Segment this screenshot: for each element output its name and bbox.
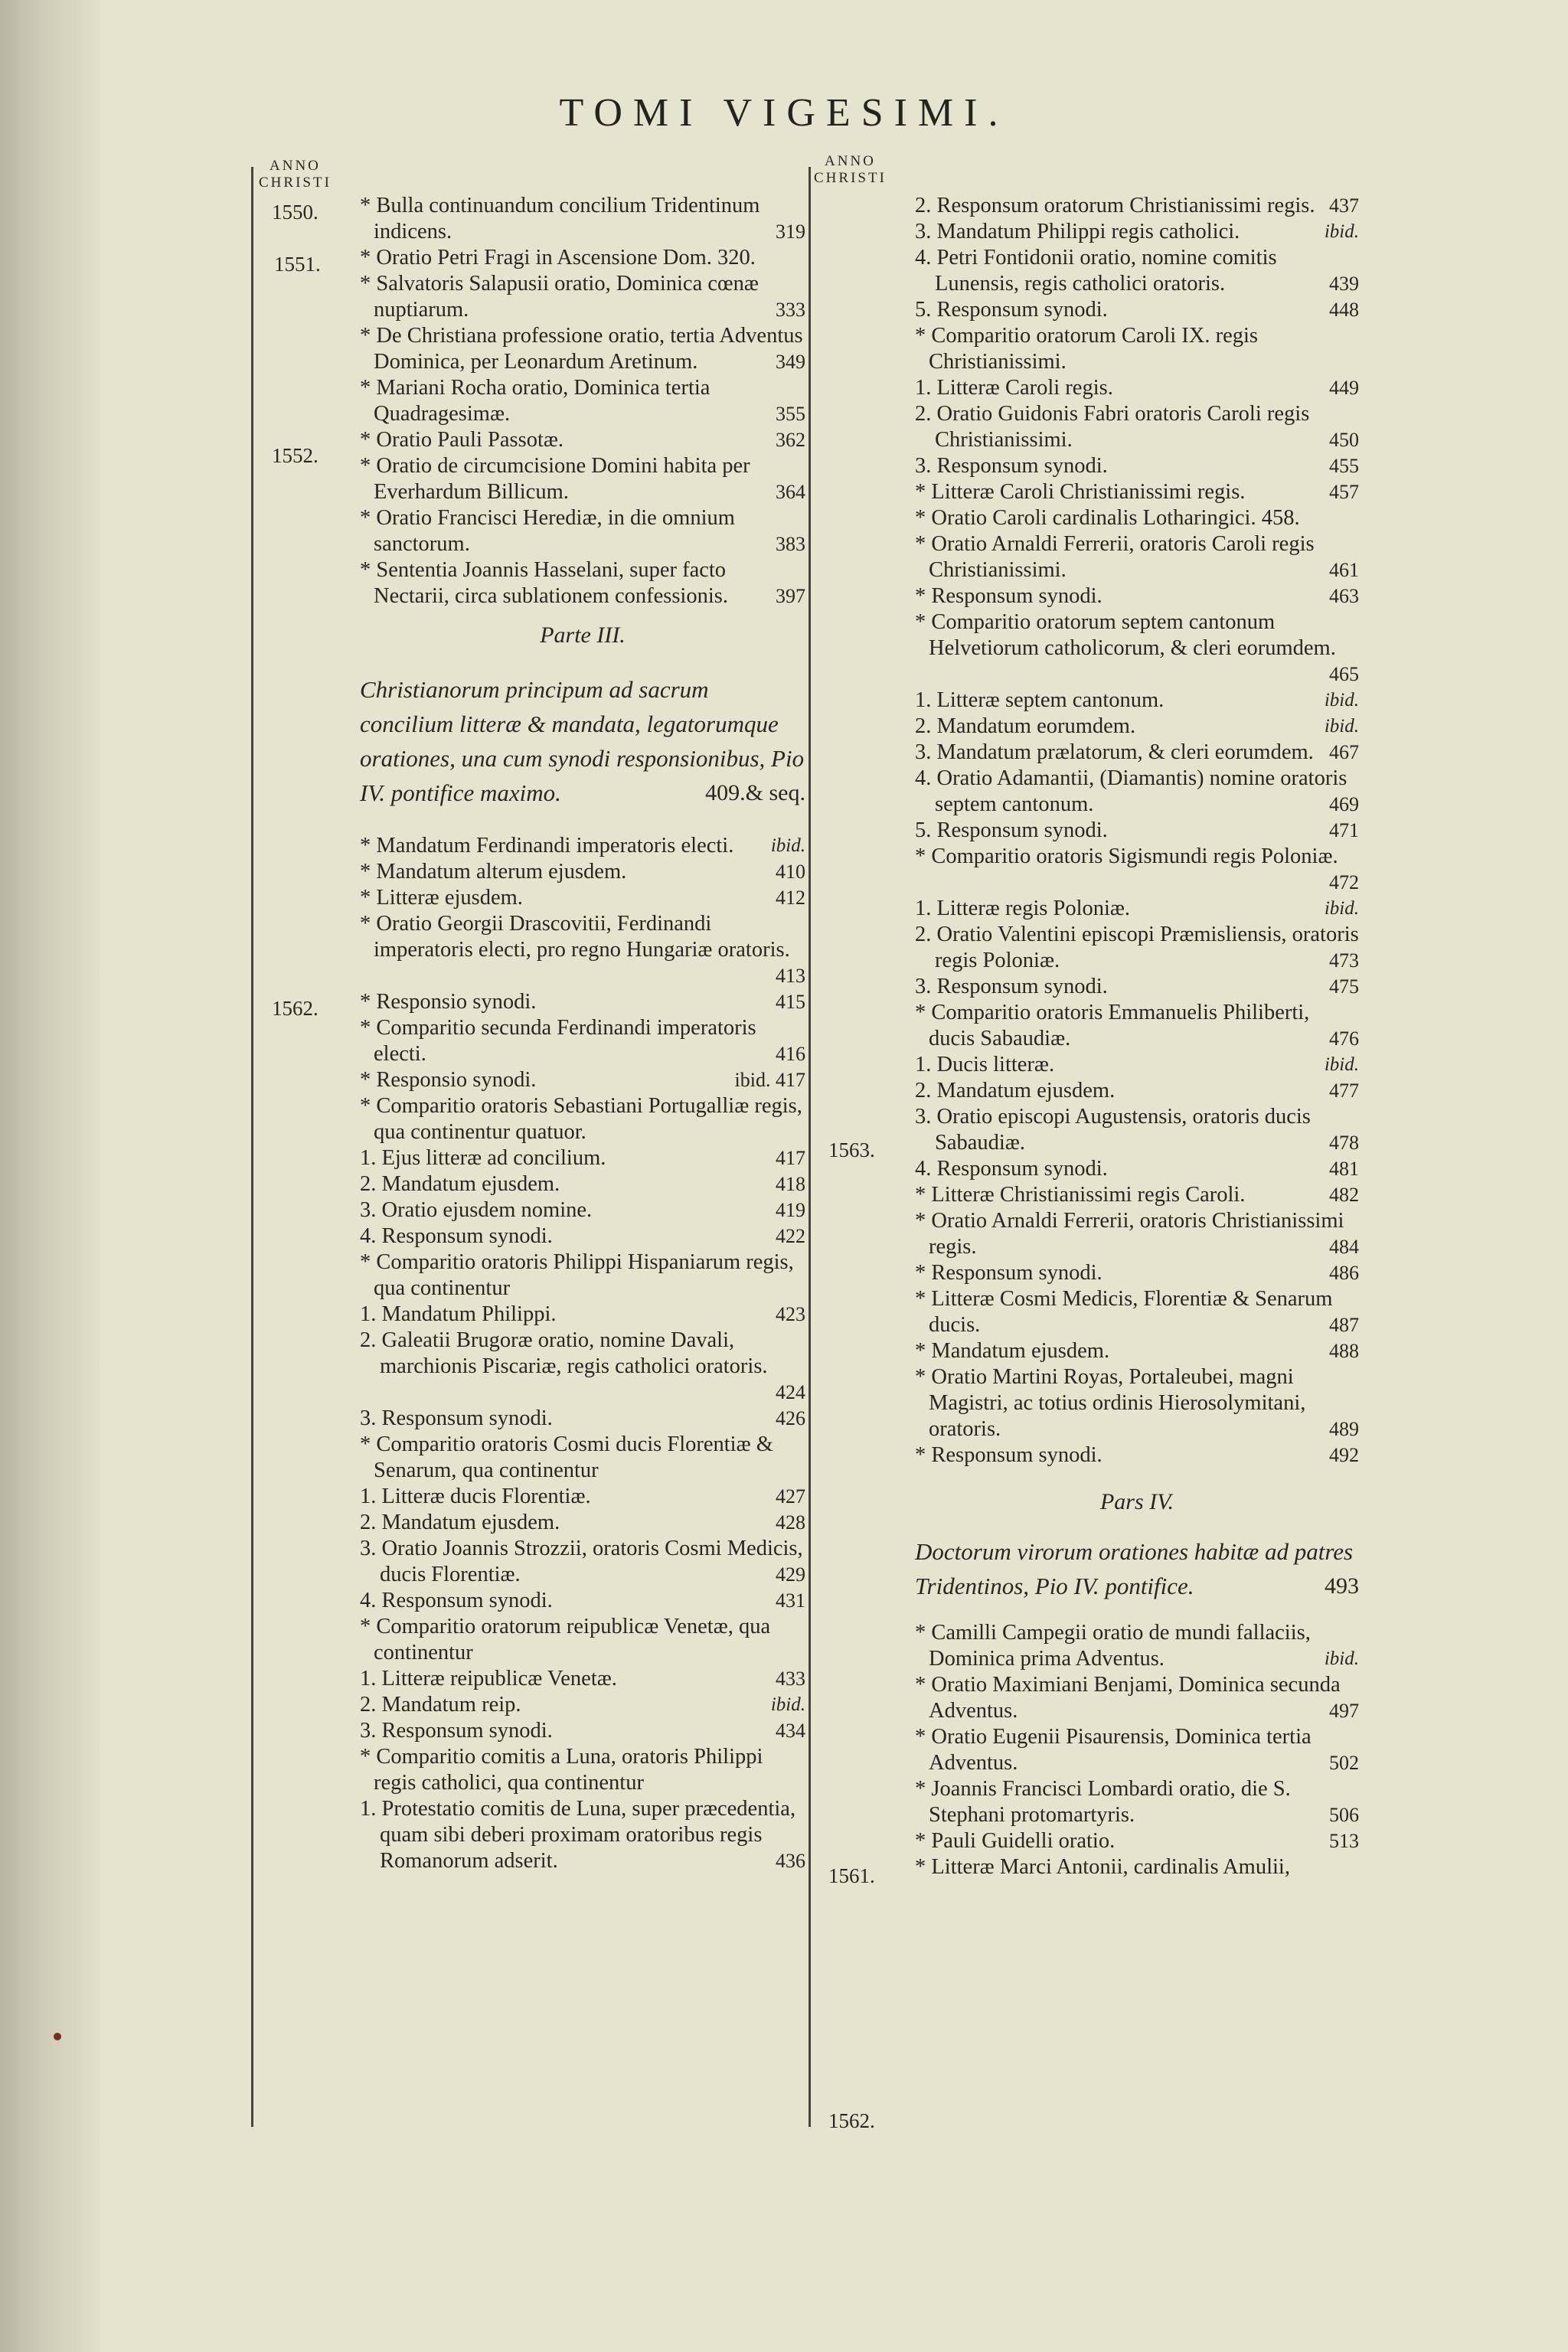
toc-entry-title: 4. Responsum synodi. <box>360 1589 553 1612</box>
toc-entry-page: 319 <box>776 220 805 243</box>
toc-entry-page: 364 <box>776 481 805 503</box>
toc-entry-title: * Comparitio oratorum reipublicæ Venetæ, qua continentur <box>360 1615 771 1664</box>
toc-entry <box>915 714 1359 740</box>
toc-entry-page: 349 <box>776 351 805 373</box>
toc-entry-page: 437 <box>1329 194 1359 217</box>
running-title: TOMI VIGESIMI. <box>559 91 1009 135</box>
toc-entry-title: * Comparitio comitis a Luna, oratoris Philippi regis catholici, qua continentur <box>360 1745 763 1795</box>
toc-entry-page: 476 <box>1329 1027 1359 1050</box>
year-marker: 1562. <box>272 997 318 1020</box>
toc-entry-page: 333 <box>776 299 805 321</box>
toc-entry-page: 448 <box>1329 299 1359 321</box>
toc-entry-title: 1. Litteræ Caroli regis. <box>915 376 1113 400</box>
toc-entry-page: ibid. <box>770 1694 805 1715</box>
toc-entry <box>915 453 1359 479</box>
toc-entry-title: 5. Responsum synodi. <box>915 298 1108 322</box>
toc-entry <box>915 818 1359 844</box>
toc-entry-page: 489 <box>1329 1418 1359 1440</box>
page-stain <box>54 2033 61 2040</box>
toc-entry-title: 2. Mandatum ejusdem. <box>915 1079 1116 1102</box>
toc-entry-title: * Oratio Georgii Drascovitii, Ferdinandi imperatoris electi, pro regno Hungariæ oratoris. <box>360 912 790 962</box>
toc-entry-title: 1. Litteræ regis Poloniæ. <box>915 897 1131 920</box>
toc-entry <box>360 505 805 557</box>
toc-entry <box>915 1156 1359 1182</box>
toc-entry-title: * Comparitio oratoris Emmanuelis Philiberti, ducis Sabaudiæ. <box>915 1001 1310 1050</box>
toc-entry-page: 413 <box>776 965 805 987</box>
toc-entry <box>915 1828 1359 1854</box>
toc-entry <box>360 1145 805 1171</box>
toc-list-right-top <box>915 193 1359 1468</box>
left-column <box>360 193 805 1874</box>
toc-entry <box>360 1718 805 1744</box>
toc-entry-page: 419 <box>776 1199 805 1221</box>
toc-entry-page: ibid. <box>1324 690 1359 710</box>
toc-entry-page: 362 <box>776 429 805 451</box>
toc-entry <box>915 609 1359 688</box>
toc-entry <box>360 271 805 323</box>
toc-entry-page: ibid. <box>1324 898 1359 919</box>
toc-entry-title: * Mandatum ejusdem. <box>915 1339 1110 1363</box>
toc-entry <box>360 453 805 505</box>
toc-entry <box>360 1666 805 1692</box>
toc-entry-title: * Comparitio secunda Ferdinandi imperatoris electi. <box>360 1016 756 1066</box>
toc-entry-page: ibid. <box>1324 1054 1359 1075</box>
toc-entry <box>360 1015 805 1067</box>
toc-entry-page: 439 <box>1329 273 1359 295</box>
toc-entry <box>915 896 1359 922</box>
toc-entry-title: * Litteræ Marci Antonii, cardinalis Amulii, <box>915 1855 1290 1879</box>
toc-entry-title: 2. Galeatii Brugoræ oratio, nomine Davali, marchionis Piscariæ, regis catholici oratoris. <box>360 1328 768 1378</box>
toc-entry-title: 4. Oratio Adamantii, (Diamantis) nomine oratoris septem cantonum. <box>915 766 1348 816</box>
toc-entry <box>360 1406 805 1432</box>
toc-entry-page: 486 <box>1329 1262 1359 1284</box>
toc-entry <box>915 401 1359 453</box>
toc-entry-page: 427 <box>776 1485 805 1508</box>
toc-entry-title: * Oratio Martini Royas, Portaleubei, magni Magistri, ac totius ordinis Hierosolymitani, oratoris. <box>915 1365 1306 1441</box>
toc-entry-page: 455 <box>1329 455 1359 477</box>
toc-entry <box>360 1588 805 1614</box>
toc-entry <box>915 1724 1359 1776</box>
toc-entry <box>915 922 1359 974</box>
toc-entry-title: * Mariani Rocha oratio, Dominica tertia Quadragesimæ. <box>360 376 710 426</box>
toc-entry <box>915 1364 1359 1442</box>
toc-entry-title: 2. Mandatum eorumdem. <box>915 714 1136 738</box>
toc-entry-page: 478 <box>1329 1132 1359 1154</box>
toc-entry-title: * Comparitio oratoris Philippi Hispaniarum regis, qua continentur <box>360 1250 794 1300</box>
toc-entry <box>360 1093 805 1145</box>
toc-entry-title: * Salvatoris Salapusii oratio, Dominica cœnæ nuptiarum. <box>360 272 759 322</box>
toc-entry-title: 2. Mandatum ejusdem. <box>360 1172 560 1196</box>
toc-entry-title: 1. Ejus litteræ ad concilium. <box>360 1146 606 1170</box>
year-marker: 1550. <box>272 201 318 224</box>
toc-entry-page: 412 <box>776 887 805 909</box>
toc-entry <box>915 479 1359 505</box>
toc-entry-page: ibid. <box>1324 221 1359 242</box>
toc-entry <box>360 193 805 245</box>
toc-entry <box>915 193 1359 219</box>
toc-entry-page: 469 <box>1329 793 1359 815</box>
toc-entry-title: 2. Oratio Guidonis Fabri oratoris Caroli regis Christianissimi. <box>915 402 1310 452</box>
toc-entry-page: 461 <box>1329 559 1359 581</box>
toc-entry <box>360 1796 805 1874</box>
toc-entry <box>360 911 805 989</box>
toc-entry-title: * Oratio Caroli cardinalis Lotharingici. 458. <box>915 506 1300 530</box>
toc-entry-page: 475 <box>1329 975 1359 998</box>
toc-entry-title: * Joannis Francisci Lombardi oratio, die S. Stephani protomartyris. <box>915 1777 1291 1827</box>
toc-entry-page: ibid. <box>1324 1648 1359 1669</box>
toc-entry-page: 423 <box>776 1303 805 1325</box>
toc-entry <box>360 1197 805 1223</box>
toc-entry-title: 1. Mandatum Philippi. <box>360 1302 557 1326</box>
toc-entry-title: * Oratio Arnaldi Ferrerii, oratoris Christianissimi regis. <box>915 1209 1344 1259</box>
toc-list-left-bottom <box>360 833 805 1874</box>
toc-entry <box>360 859 805 885</box>
toc-entry <box>360 1432 805 1484</box>
toc-entry <box>360 375 805 427</box>
toc-entry-title: 4. Responsum synodi. <box>360 1224 553 1248</box>
toc-entry-title: * Oratio Eugenii Pisaurensis, Dominica tertia Adventus. <box>915 1725 1312 1775</box>
toc-entry <box>360 989 805 1015</box>
toc-entry-page: 383 <box>776 533 805 555</box>
anno-christi-label-left: ANNO CHRISTI <box>259 158 332 191</box>
toc-entry <box>915 766 1359 818</box>
part4-description: Doctorum virorum orationes habitæ ad patres Tridentinos, Pio IV. pontifice. 493 <box>915 1534 1359 1603</box>
toc-entry <box>915 1078 1359 1104</box>
toc-entry <box>360 1302 805 1328</box>
toc-entry-title: 3. Oratio episcopi Augustensis, oratoris ducis Sabaudiæ. <box>915 1105 1311 1155</box>
toc-entry <box>915 297 1359 323</box>
toc-entry-title: * Oratio Maximiani Benjami, Dominica secunda Adventus. <box>915 1673 1341 1723</box>
toc-entry <box>915 1208 1359 1260</box>
toc-entry <box>915 844 1359 896</box>
toc-entry-title: 4. Responsum synodi. <box>915 1157 1108 1181</box>
toc-entry-title: * Sententia Joannis Hasselani, super facto Nectarii, circa sublationem confessionis. <box>360 558 728 608</box>
toc-entry <box>915 1104 1359 1156</box>
toc-entry <box>360 1171 805 1197</box>
part3-heading: Parte III. <box>540 622 626 648</box>
toc-entry <box>915 974 1359 1000</box>
toc-entry <box>915 1286 1359 1338</box>
toc-entry-page: 487 <box>1329 1314 1359 1336</box>
toc-entry-page: 513 <box>1329 1830 1359 1852</box>
toc-entry-title: 3. Oratio ejusdem nomine. <box>360 1198 593 1222</box>
toc-entry-page: 482 <box>1329 1184 1359 1206</box>
toc-entry <box>915 219 1359 245</box>
toc-entry <box>915 1776 1359 1828</box>
toc-entry-page: 424 <box>776 1381 805 1403</box>
toc-entry-title: * Oratio de circumcisione Domini habita per Everhardum Billicum. <box>360 454 750 504</box>
toc-entry-title: 3. Oratio Joannis Strozzii, oratoris Cosmi Medicis, ducis Florentiæ. <box>360 1537 803 1586</box>
toc-entry-title: 5. Responsum synodi. <box>915 818 1108 842</box>
toc-entry-title: 2. Oratio Valentini episcopi Præmisliensis, oratoris regis Poloniæ. <box>915 923 1359 972</box>
toc-entry-title: * Litteræ Caroli Christianissimi regis. <box>915 480 1246 504</box>
toc-entry-title: 3. Mandatum Philippi regis catholici. <box>915 220 1240 243</box>
toc-entry <box>360 833 805 859</box>
toc-entry-title: * Responsum synodi. <box>915 1443 1102 1467</box>
toc-entry-title: * Pauli Guidelli oratio. <box>915 1829 1116 1853</box>
toc-entry-title: * Comparitio oratorum Caroli IX. regis Christianissimi. <box>915 324 1258 374</box>
toc-entry-title: * Comparitio oratorum septem cantonum Helvetiorum catholicorum, & cleri eorumdem. <box>915 610 1336 660</box>
toc-entry-page: ibid. 417 <box>734 1069 805 1091</box>
toc-entry <box>915 1620 1359 1672</box>
toc-entry-page: 416 <box>776 1043 805 1065</box>
toc-entry-title: * Camilli Campegii oratio de mundi fallaciis, Dominica prima Adventus. <box>915 1621 1311 1671</box>
toc-entry-title: * Responsum synodi. <box>915 1261 1102 1285</box>
year-marker: 1561. <box>828 1864 875 1887</box>
toc-entry-page: 473 <box>1329 949 1359 972</box>
toc-entry <box>915 375 1359 401</box>
toc-entry-title: 3. Responsum synodi. <box>360 1719 553 1743</box>
toc-entry-page: 436 <box>776 1850 805 1872</box>
toc-entry <box>915 1672 1359 1724</box>
toc-entry-title: * Litteræ Cosmi Medicis, Florentiæ & Senarum ducis. <box>915 1287 1333 1337</box>
year-marker: 1551. <box>274 253 321 276</box>
toc-entry-page: 492 <box>1329 1444 1359 1466</box>
toc-entry <box>360 1067 805 1093</box>
toc-entry-page: 422 <box>776 1225 805 1247</box>
toc-entry-page: 450 <box>1329 429 1359 451</box>
year-marker: 1562. <box>828 2109 875 2132</box>
toc-entry <box>360 1744 805 1796</box>
toc-entry-title: * Mandatum alterum ejusdem. <box>360 860 627 884</box>
toc-entry <box>915 1000 1359 1052</box>
toc-entry-page: 465 <box>1329 663 1359 685</box>
toc-entry-page: 472 <box>1329 871 1359 893</box>
year-marker: 1563. <box>828 1138 875 1161</box>
toc-entry-page: 417 <box>776 1147 805 1169</box>
toc-entry-title: * Litteræ ejusdem. <box>360 886 523 910</box>
toc-entry-title: 3. Mandatum prælatorum, & cleri eorumdem. <box>915 740 1314 764</box>
toc-entry <box>915 531 1359 583</box>
toc-entry-page: 463 <box>1329 585 1359 607</box>
toc-entry-page: 415 <box>776 991 805 1013</box>
toc-entry <box>360 1692 805 1718</box>
toc-entry-title: 2. Responsum oratorum Christianissimi regis. <box>915 194 1315 217</box>
toc-entry-page: 397 <box>776 585 805 607</box>
toc-entry-title: * Litteræ Christianissimi regis Caroli. <box>915 1183 1246 1207</box>
toc-entry-title: 2. Mandatum ejusdem. <box>360 1511 560 1534</box>
toc-entry <box>915 740 1359 766</box>
toc-entry <box>360 1536 805 1588</box>
toc-entry-page: 484 <box>1329 1236 1359 1258</box>
toc-entry-title: 4. Petri Fontidonii oratio, nomine comitis Lunensis, regis catholici oratoris. <box>915 246 1277 296</box>
toc-entry-page: 481 <box>1329 1158 1359 1180</box>
toc-entry-page: 449 <box>1329 377 1359 399</box>
toc-entry-page: 497 <box>1329 1700 1359 1722</box>
toc-entry <box>915 1338 1359 1364</box>
toc-entry <box>360 245 805 271</box>
toc-entry <box>360 1328 805 1406</box>
toc-entry-title: * Oratio Francisci Herediæ, in die omnium sanctorum. <box>360 506 735 556</box>
toc-entry <box>360 557 805 609</box>
toc-entry <box>360 1223 805 1250</box>
toc-entry-page: 355 <box>776 403 805 425</box>
toc-entry-page: 429 <box>776 1563 805 1586</box>
toc-entry <box>360 427 805 453</box>
toc-entry <box>915 1182 1359 1208</box>
part4-heading: Pars IV. <box>1099 1489 1174 1514</box>
right-column <box>915 193 1359 1880</box>
toc-entry-title: * Responsio synodi. <box>360 990 537 1014</box>
toc-entry <box>360 1510 805 1536</box>
toc-entry-title: * Bulla continuandum concilium Tridentinum indicens. <box>360 194 760 243</box>
toc-entry <box>915 245 1359 297</box>
toc-entry-page: 467 <box>1329 741 1359 763</box>
toc-entry-title: 1. Litteræ ducis Florentiæ. <box>360 1485 591 1508</box>
center-rule <box>808 167 811 2127</box>
toc-entry-page: ibid. <box>1324 716 1359 737</box>
toc-entry-title: 3. Responsum synodi. <box>915 454 1108 478</box>
toc-entry-title: * De Christiana professione oratio, tertia Adventus Dominica, per Leonardum Aretinum. <box>360 324 803 374</box>
toc-entry-page: 471 <box>1329 819 1359 841</box>
toc-entry-title: 1. Ducis litteræ. <box>915 1053 1055 1076</box>
part4-page: 493 <box>1325 1573 1359 1599</box>
toc-entry <box>915 688 1359 714</box>
toc-entry <box>915 1260 1359 1286</box>
toc-entry-title: * Comparitio oratoris Sigismundi regis Poloniæ. <box>915 844 1338 868</box>
toc-entry-page: 418 <box>776 1173 805 1195</box>
toc-entry <box>360 1614 805 1666</box>
toc-entry-title: * Responsum synodi. <box>915 584 1102 608</box>
toc-entry-page: 426 <box>776 1407 805 1429</box>
toc-entry <box>915 1052 1359 1078</box>
toc-entry <box>915 1854 1359 1880</box>
toc-entry-title: * Mandatum Ferdinandi imperatoris electi. <box>360 834 734 858</box>
toc-entry-title: * Oratio Arnaldi Ferrerii, oratoris Caroli regis Christianissimi. <box>915 532 1315 582</box>
part3-description: Christianorum principum ad sacrum concilium litteræ & mandata, legatorumque orationes, una cum synodi responsionibus, Pio IV. pontifice maximo. 409.& seq. <box>360 672 805 810</box>
toc-list-left-top <box>360 193 805 609</box>
toc-entry-title: 1. Protestatio comitis de Luna, super præcedentia, quam sibi deberi proximam oratoribus regis Romanorum adserit. <box>360 1797 796 1873</box>
toc-entry-title: 3. Responsum synodi. <box>360 1406 553 1430</box>
toc-entry-page: 410 <box>776 861 805 883</box>
toc-entry <box>915 323 1359 375</box>
toc-entry-page: 431 <box>776 1589 805 1612</box>
toc-entry-page: 506 <box>1329 1804 1359 1826</box>
toc-entry-page: 477 <box>1329 1080 1359 1102</box>
part3-page: 409.& seq. <box>705 780 805 805</box>
toc-entry-title: * Oratio Petri Fragi in Ascensione Dom. 320. <box>360 246 756 270</box>
toc-entry-page: 488 <box>1329 1340 1359 1362</box>
toc-entry-title: 1. Litteræ reipublicæ Venetæ. <box>360 1667 617 1690</box>
toc-entry <box>360 323 805 375</box>
toc-entry-page: 434 <box>776 1720 805 1742</box>
toc-list-right-bottom <box>915 1620 1359 1880</box>
toc-entry-title: 1. Litteræ septem cantonum. <box>915 688 1165 712</box>
toc-entry-page: ibid. <box>770 835 805 856</box>
toc-entry <box>915 505 1359 531</box>
year-marker: 1552. <box>272 444 318 467</box>
toc-entry-page: 502 <box>1329 1752 1359 1774</box>
toc-entry-title: * Comparitio oratoris Sebastiani Portugalliæ regis, qua continentur quatuor. <box>360 1094 802 1144</box>
toc-entry-title: 3. Responsum synodi. <box>915 975 1108 998</box>
toc-entry-page: 428 <box>776 1511 805 1534</box>
toc-entry-page: 457 <box>1329 481 1359 503</box>
toc-entry <box>360 1484 805 1510</box>
toc-entry <box>360 885 805 911</box>
toc-entry-title: * Comparitio oratoris Cosmi ducis Florentiæ & Senarum, qua continentur <box>360 1432 773 1482</box>
toc-entry-page: 433 <box>776 1668 805 1690</box>
left-margin-rule <box>251 167 253 2127</box>
toc-entry <box>915 583 1359 609</box>
toc-entry-title: * Oratio Pauli Passotæ. <box>360 428 564 452</box>
toc-entry-title: * Responsio synodi. <box>360 1068 537 1092</box>
anno-christi-label-right: ANNO CHRISTI <box>814 153 887 186</box>
toc-entry <box>360 1250 805 1302</box>
toc-entry-title: 2. Mandatum reip. <box>360 1693 521 1717</box>
toc-entry <box>915 1442 1359 1468</box>
